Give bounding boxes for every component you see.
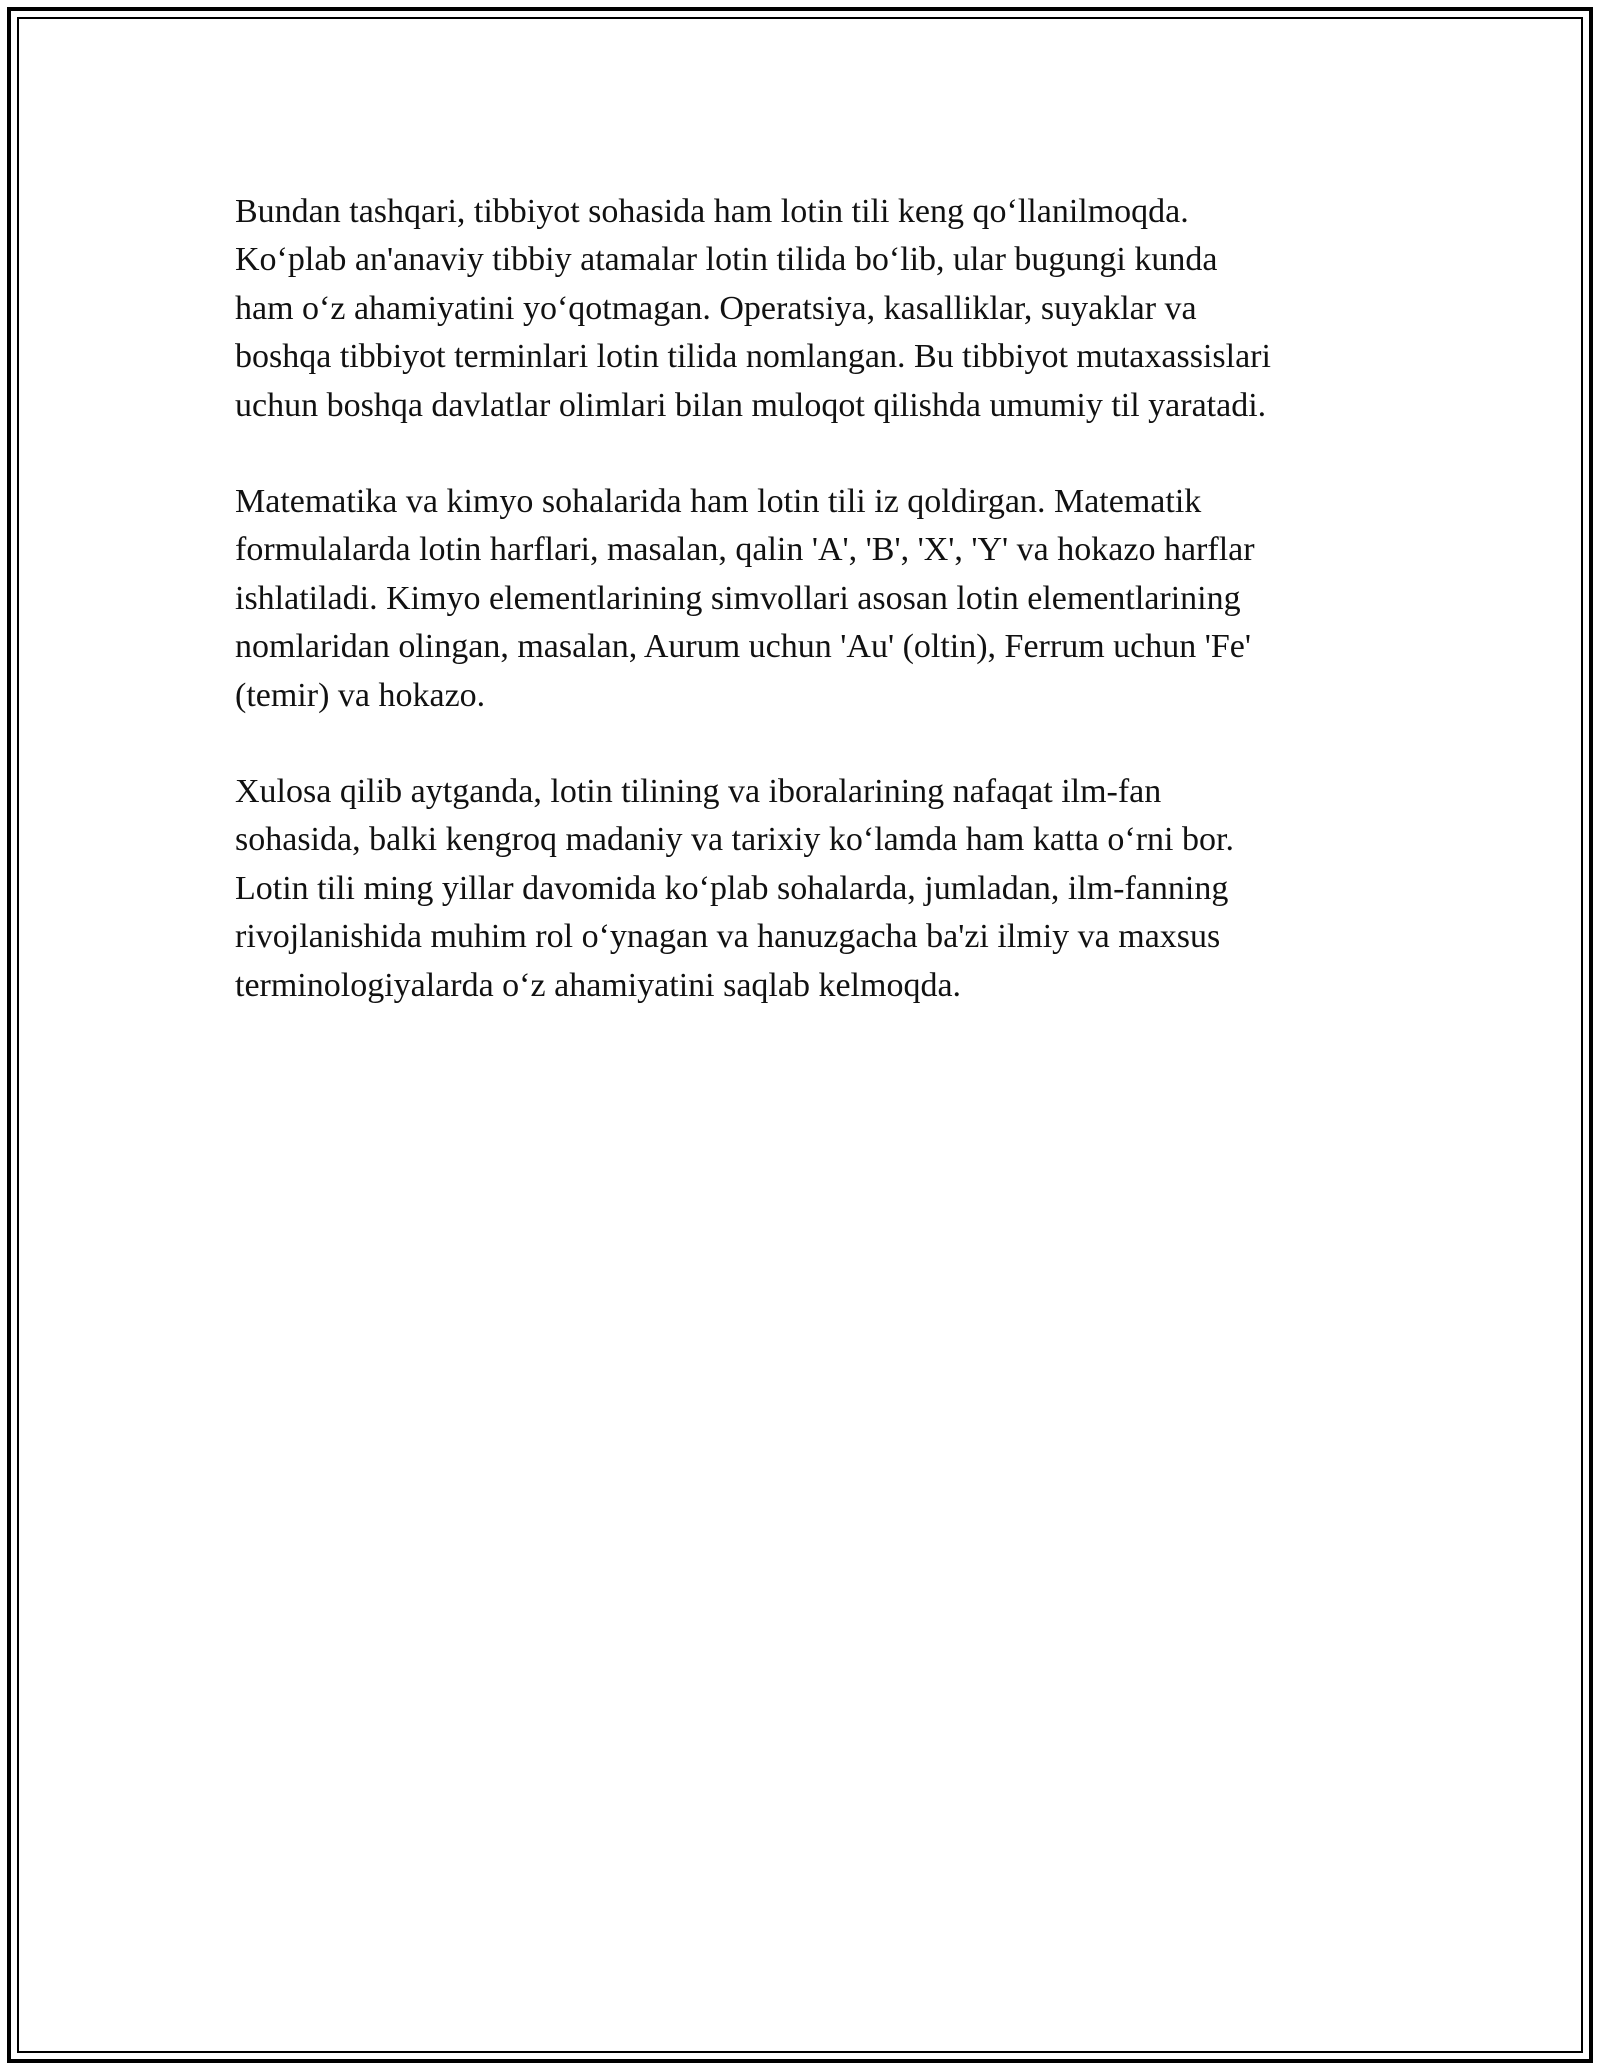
document-body [235, 188, 1365, 1058]
paragraph-math-chemistry: Matematika va kimyo sohalarida ham lotin tili iz qoldirgan. Matematik formulalarda lotin harflari, masalan, qalin 'A', 'B', 'X', 'Y' va hokazo harflar ishlatiladi. Kimyo elementlarining simvollari asosan lotin elementlarining nomlaridan olingan, masalan, Aurum uchun 'Au' (oltin), Ferrum uchun 'Fe' (temir) va hokazo. [235, 483, 1255, 714]
paragraph-medicine: Bundan tashqari, tibbiyot sohasida ham lotin tili keng qo‘llanilmoqda. Ko‘plab an'anaviy tibbiy atamalar lotin tilida bo‘lib, ular bugungi kunda ham o‘z ahamiyatini yo‘qotmagan. Operatsiya, kasalliklar, suyaklar va boshqa tibbiyot terminlari lotin tilida nomlangan. Bu tibbiyot mutaxassislari uchun boshqa davlatlar olimlari bilan muloqot qilishda umumiy til yaratadi. [235, 193, 1271, 424]
paragraph-conclusion: Xulosa qilib aytganda, lotin tilining va iboralarining nafaqat ilm-fan sohasida, balki kengroq madaniy va tarixiy ko‘lamda ham katta o‘rni bor. Lotin tili ming yillar davomida ko‘plab sohalarda, jumladan, ilm-fanning rivojlanishida muhim rol o‘ynagan va hanuzgacha ba'zi ilmiy va maxsus terminologiyalarda o‘z ahamiyatini saqlab kelmoqda. [235, 773, 1234, 1004]
